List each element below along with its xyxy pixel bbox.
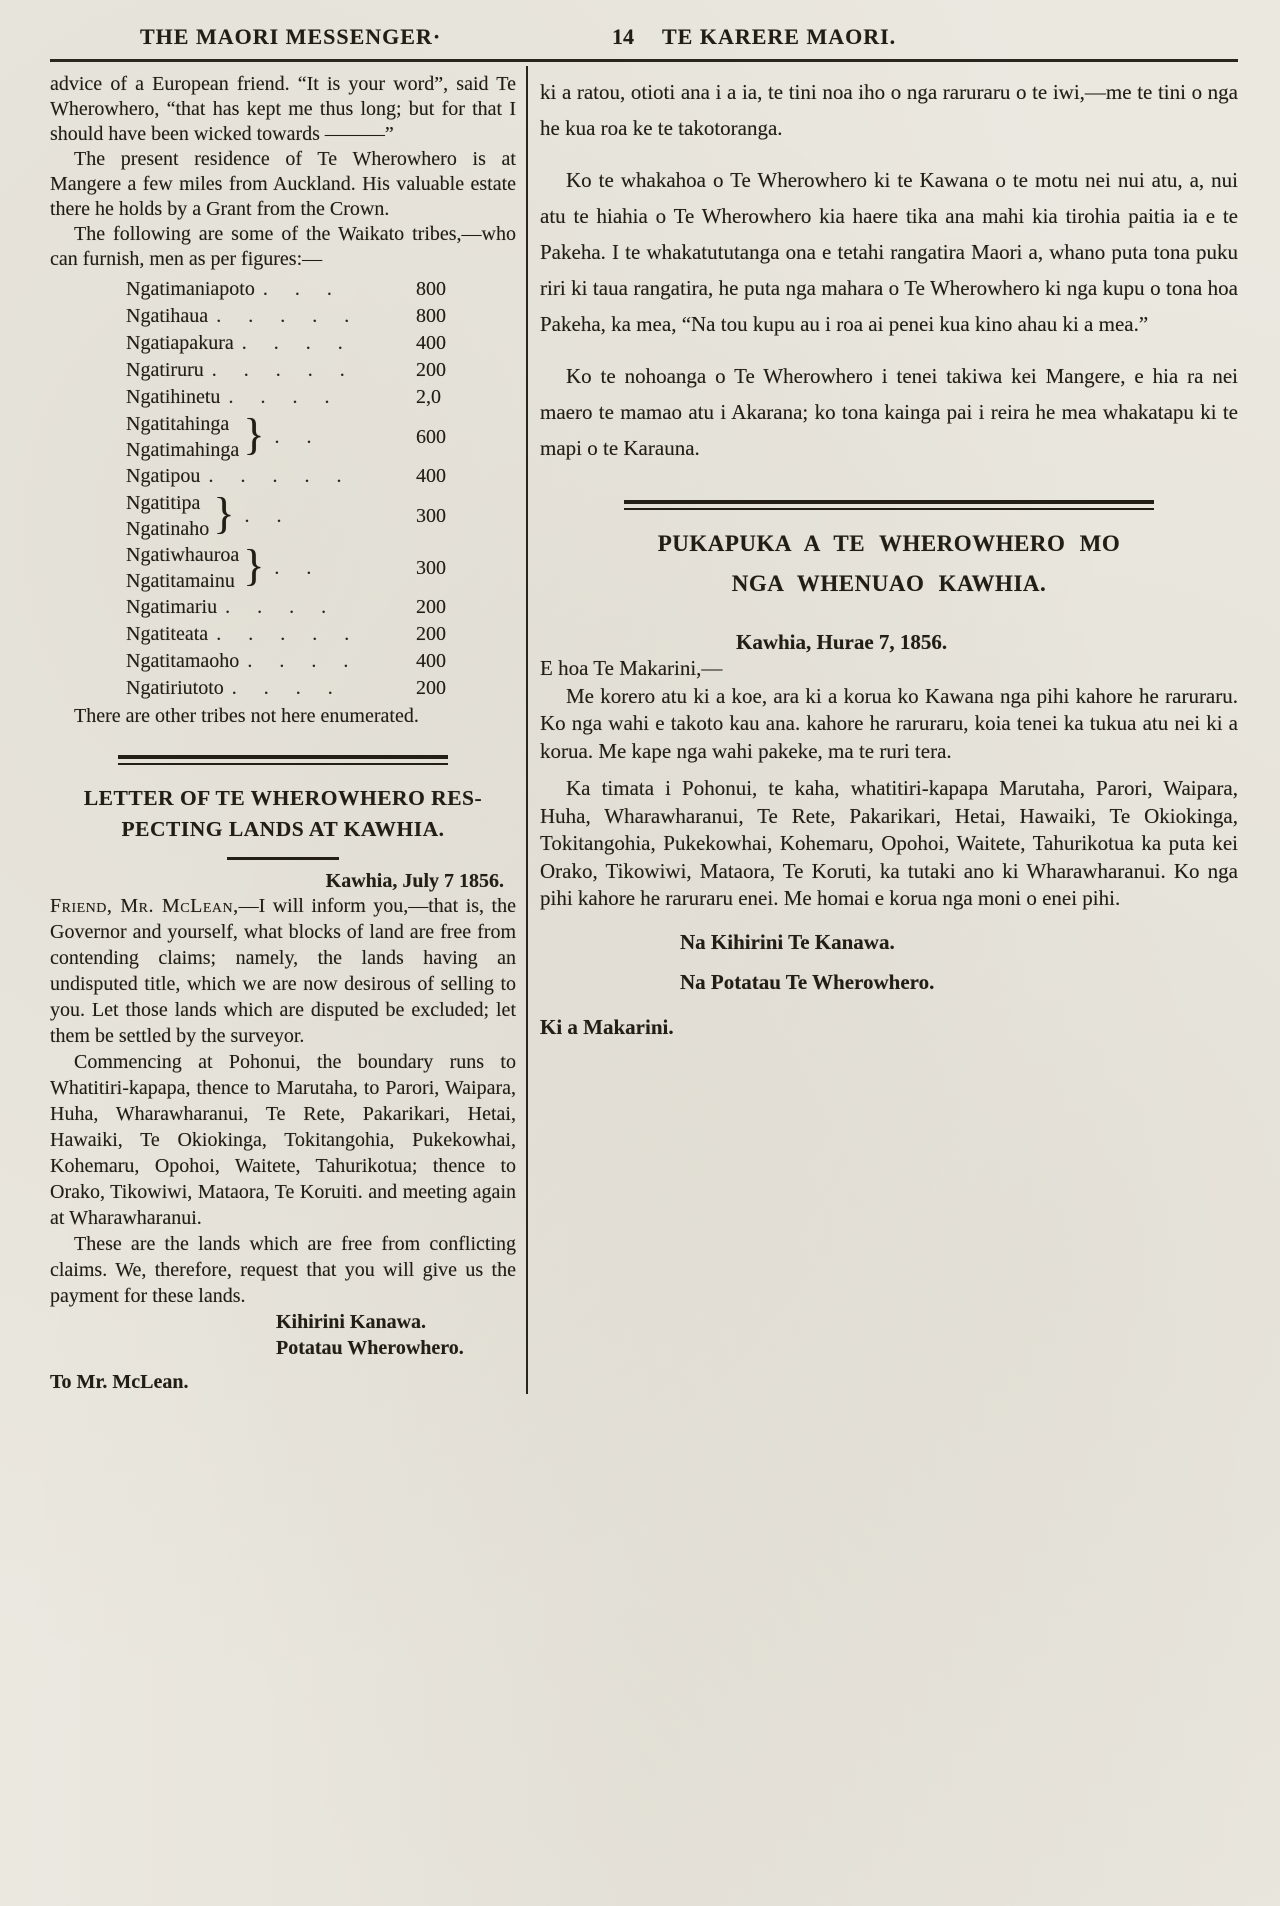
paragraph-gap: [540, 146, 1238, 162]
tribe-count: 800: [416, 278, 446, 300]
letter-heading-line1: PUKAPUKA A TE WHEROWHERO MO: [657, 531, 1121, 556]
dot-leader: . . . .: [228, 386, 341, 408]
tribe-count: 200: [416, 596, 446, 618]
page-number: 14: [612, 24, 634, 49]
tribe-name: Ngatimahinga: [126, 439, 240, 461]
tribe-name: Ngatihaua: [126, 305, 209, 327]
paragraph-tribes-intro: The following are some of the Waikato tribes,—who can furnish, men as per figures:—: [50, 223, 516, 270]
tribe-name: Ngatitahinga: [126, 413, 230, 435]
tribes-table: [126, 276, 516, 702]
tribe-name: Ngatiwhauroa: [126, 544, 240, 566]
brace-glyph: }: [213, 489, 235, 538]
paragraph-whakahoa: Ko te whakahoa o Te Wherowhero ki te Kawana o te motu nei nui atu, a, nui atu te hiahia o Te Wherowhero kia haere tika ana mahi kia tirohia paitia ia e te Pakeha. I te whakatututanga ona e tetahi rangatira Maori a, whano puta tona puku riri ki taua rangatira, he puta nga mahara o Te Wherowhero ki nga kupu o tona hoa Pakeha, ka mea, “Na tou kupu au i roa ai penei kua kino ahau ki a mea.”: [540, 168, 1238, 336]
salutation-english: Friend, Mr. McLean,: [50, 895, 239, 917]
tribe-count: 200: [416, 623, 446, 645]
tribe-name: Ngatihinetu: [126, 386, 221, 408]
column-divider: [526, 66, 528, 1394]
tribe-count: 300: [416, 504, 446, 527]
tribe-count: 600: [416, 425, 446, 448]
masthead: [50, 16, 1238, 62]
paragraph-boundary: Commencing at Pohonui, the boundary runs to Whatitiri-kapapa, thence to Marutaha, to Parori, Waipara, Huha, Wharawharanui, Te Rete, Pakarikari, Hetai, Hawaiki, Te Okiokinga, Tokitangohia, Pukekowhai, Kohemaru, Opohoi, Waitete, Tahurikotua; thence to Orako, Tikowiwi, Mataora, Te Koruiti. and meeting again at Wharawharanui.: [50, 1051, 516, 1229]
letter-heading-line2: PECTING LANDS AT KAWHIA.: [121, 817, 445, 841]
dot-leader: . . . . .: [208, 465, 353, 487]
signature-block-maori: [680, 927, 1238, 997]
section-divider: [118, 755, 448, 765]
tribe-name: Ngatipou: [126, 465, 201, 487]
tribe-name: Ngatiruru: [126, 359, 204, 381]
dot-leader: . . . . .: [216, 305, 361, 327]
letter-heading-english: [50, 783, 516, 845]
journal-title-maori: TE KARERE MAORI.: [662, 24, 897, 49]
tribe-name-pair: [126, 411, 239, 463]
paragraph-residence: The present residence of Te Wherowhero is at Mangere a few miles from Auckland. His valuable estate there he holds by a Grant from the Crown.: [50, 148, 516, 220]
dateline-maori: Kawhia, Hurae 7, 1856.: [736, 630, 948, 654]
paragraph-continuation: ki a ratou, otioti ana i a ia, te tini noa iho o nga raruraru o te iwi,—me te tini o nga he kua roa ke te takotoranga.: [540, 80, 1238, 140]
tribe-name: Ngatiteata: [126, 623, 209, 645]
signature-kihirini: Na Kihirini Te Kanawa.: [680, 929, 895, 954]
signature-block-english: [276, 1309, 516, 1361]
tribe-count: 400: [416, 332, 446, 354]
dot-leader: . . . .: [241, 332, 354, 354]
signature-potatau: Na Potatau Te Wherowhero.: [680, 969, 935, 994]
letter-heading-line1: LETTER OF TE WHEROWHERO RES-: [83, 786, 483, 810]
paragraph-gap: [540, 342, 1238, 358]
tribe-count: 800: [416, 305, 446, 327]
tribe-count: 400: [416, 650, 446, 672]
tribe-name-pair: [126, 542, 239, 594]
english-column: [50, 66, 526, 1394]
tribe-name: Ngatitipa: [126, 492, 201, 514]
dot-leader: . . . .: [225, 596, 338, 618]
tribe-name-pair: [126, 490, 209, 542]
dot-leader: . .: [274, 556, 323, 579]
dot-leader: . . .: [262, 278, 343, 300]
addressee-maori: Ki a Makarini.: [540, 1014, 674, 1039]
two-column-layout: [50, 66, 1238, 1394]
paragraph-nohoanga: Ko te nohoanga o Te Wherowhero i tenei takiwa kei Mangere, e hia ra nei maero te mamao atu i Akarana; ko tona kainga pai i reira he mea whakatapu ki te mapi o te Karauna.: [540, 364, 1238, 460]
tribe-row: [126, 648, 462, 675]
letter-heading-maori: [540, 524, 1238, 604]
salutation-maori: E hoa Te Makarini,—: [540, 656, 723, 680]
section-divider: [624, 500, 1154, 510]
dot-leader: . .: [244, 504, 293, 527]
tribe-row: [126, 276, 462, 303]
tribe-name: Ngatiapakura: [126, 332, 234, 354]
addressee-english: To Mr. McLean.: [50, 1371, 189, 1393]
letter-opening-text: —I will inform you,—that is, the Governor and yourself, what blocks of land are free from contending claims; namely, the lands having an undisputed title, which we are now desirous of selling to you. Let those lands which are disputed be excluded; let them be settled by the surveyor.: [50, 895, 516, 1047]
tribe-row: [126, 357, 462, 384]
maori-column: [530, 66, 1238, 1394]
tribe-row: [126, 675, 462, 702]
tribe-row: [126, 384, 462, 411]
signature-potatau: Potatau Wherowhero.: [276, 1337, 464, 1359]
tribe-row-braced: [126, 411, 462, 463]
signature-gap: [680, 957, 1238, 967]
dot-leader: . . . . .: [211, 359, 356, 381]
tribe-count: 200: [416, 677, 446, 699]
brace-glyph: }: [243, 541, 265, 590]
tribe-row: [126, 621, 462, 648]
tribe-name: Ngatimaniapoto: [126, 278, 255, 300]
paragraph-timata: Ka timata i Pohonui, te kaha, whatitiri-kapapa Marutaha, Parori, Waipara, Huha, Wharawharanui, Te Rete, Pakarikari, Hetai, Hawaiki, Te Okiokinga, Tokitangohia, Pukekowhai, Kohemaru, Opohoi, Waitete, Tahurikotua ka puta kei Orako, Tikowiwi, Mataora, Te Koruti, ka tutaki ano ki Wharawharanui. Ko nga pihi kahore he raruraru enei. Me homai e korua nga moni o enei pihi.: [540, 776, 1238, 910]
tribe-count: 200: [416, 359, 446, 381]
tribe-row: [126, 463, 462, 490]
dateline-english: Kawhia, July 7 1856.: [325, 870, 504, 892]
tribe-row: [126, 330, 462, 357]
brace-glyph: }: [243, 410, 265, 459]
tribe-row-braced: [126, 542, 462, 594]
dot-leader: . . . .: [231, 677, 344, 699]
paragraph-gap: [540, 765, 1238, 775]
paragraph-other-tribes: There are other tribes not here enumerated.: [74, 705, 419, 727]
tribe-row: [126, 303, 462, 330]
tribe-name: Ngatinaho: [126, 518, 210, 540]
dot-leader: . . . . .: [216, 623, 361, 645]
journal-title-english: THE MAORI MESSENGER·: [140, 24, 442, 49]
tribe-count: 2,0: [416, 386, 441, 408]
paragraph-request: These are the lands which are free from conflicting claims. We, therefore, request that you will give us the payment for these lands.: [50, 1233, 516, 1307]
tribe-name: Ngatitamaoho: [126, 650, 240, 672]
heading-rule: [227, 857, 339, 860]
paragraph-korero: Me korero atu ki a koe, ara ki a korua ko Kawana nga pihi kahore he raruraru. Ko nga wahi e takoto kau ana. kahore he raruraru, koia tenei ka tukua atu nei ki a korua. Me kape nga wahi pakeke, ma te ruri tera.: [540, 683, 1238, 763]
tribe-name: Ngatiriutoto: [126, 677, 224, 699]
tribe-row-braced: [126, 490, 462, 542]
dot-leader: . . . .: [247, 650, 360, 672]
tribe-count: 400: [416, 465, 446, 487]
tribe-name: Ngatimariu: [126, 596, 218, 618]
tribe-row: [126, 594, 462, 621]
tribe-count: 300: [416, 556, 446, 579]
signature-kihirini: Kihirini Kanawa.: [276, 1311, 427, 1333]
dot-leader: . .: [274, 425, 323, 448]
paragraph-continuation: advice of a European friend. “It is your word”, said Te Wherowhero, “that has kept me thus long; but for that I should have been wicked towards ———”: [50, 73, 516, 145]
letter-heading-line2: NGA WHENUAO KAWHIA.: [731, 571, 1047, 596]
tribe-name: Ngatitamainu: [126, 570, 235, 592]
paragraph-letter-opening: [50, 893, 516, 1049]
